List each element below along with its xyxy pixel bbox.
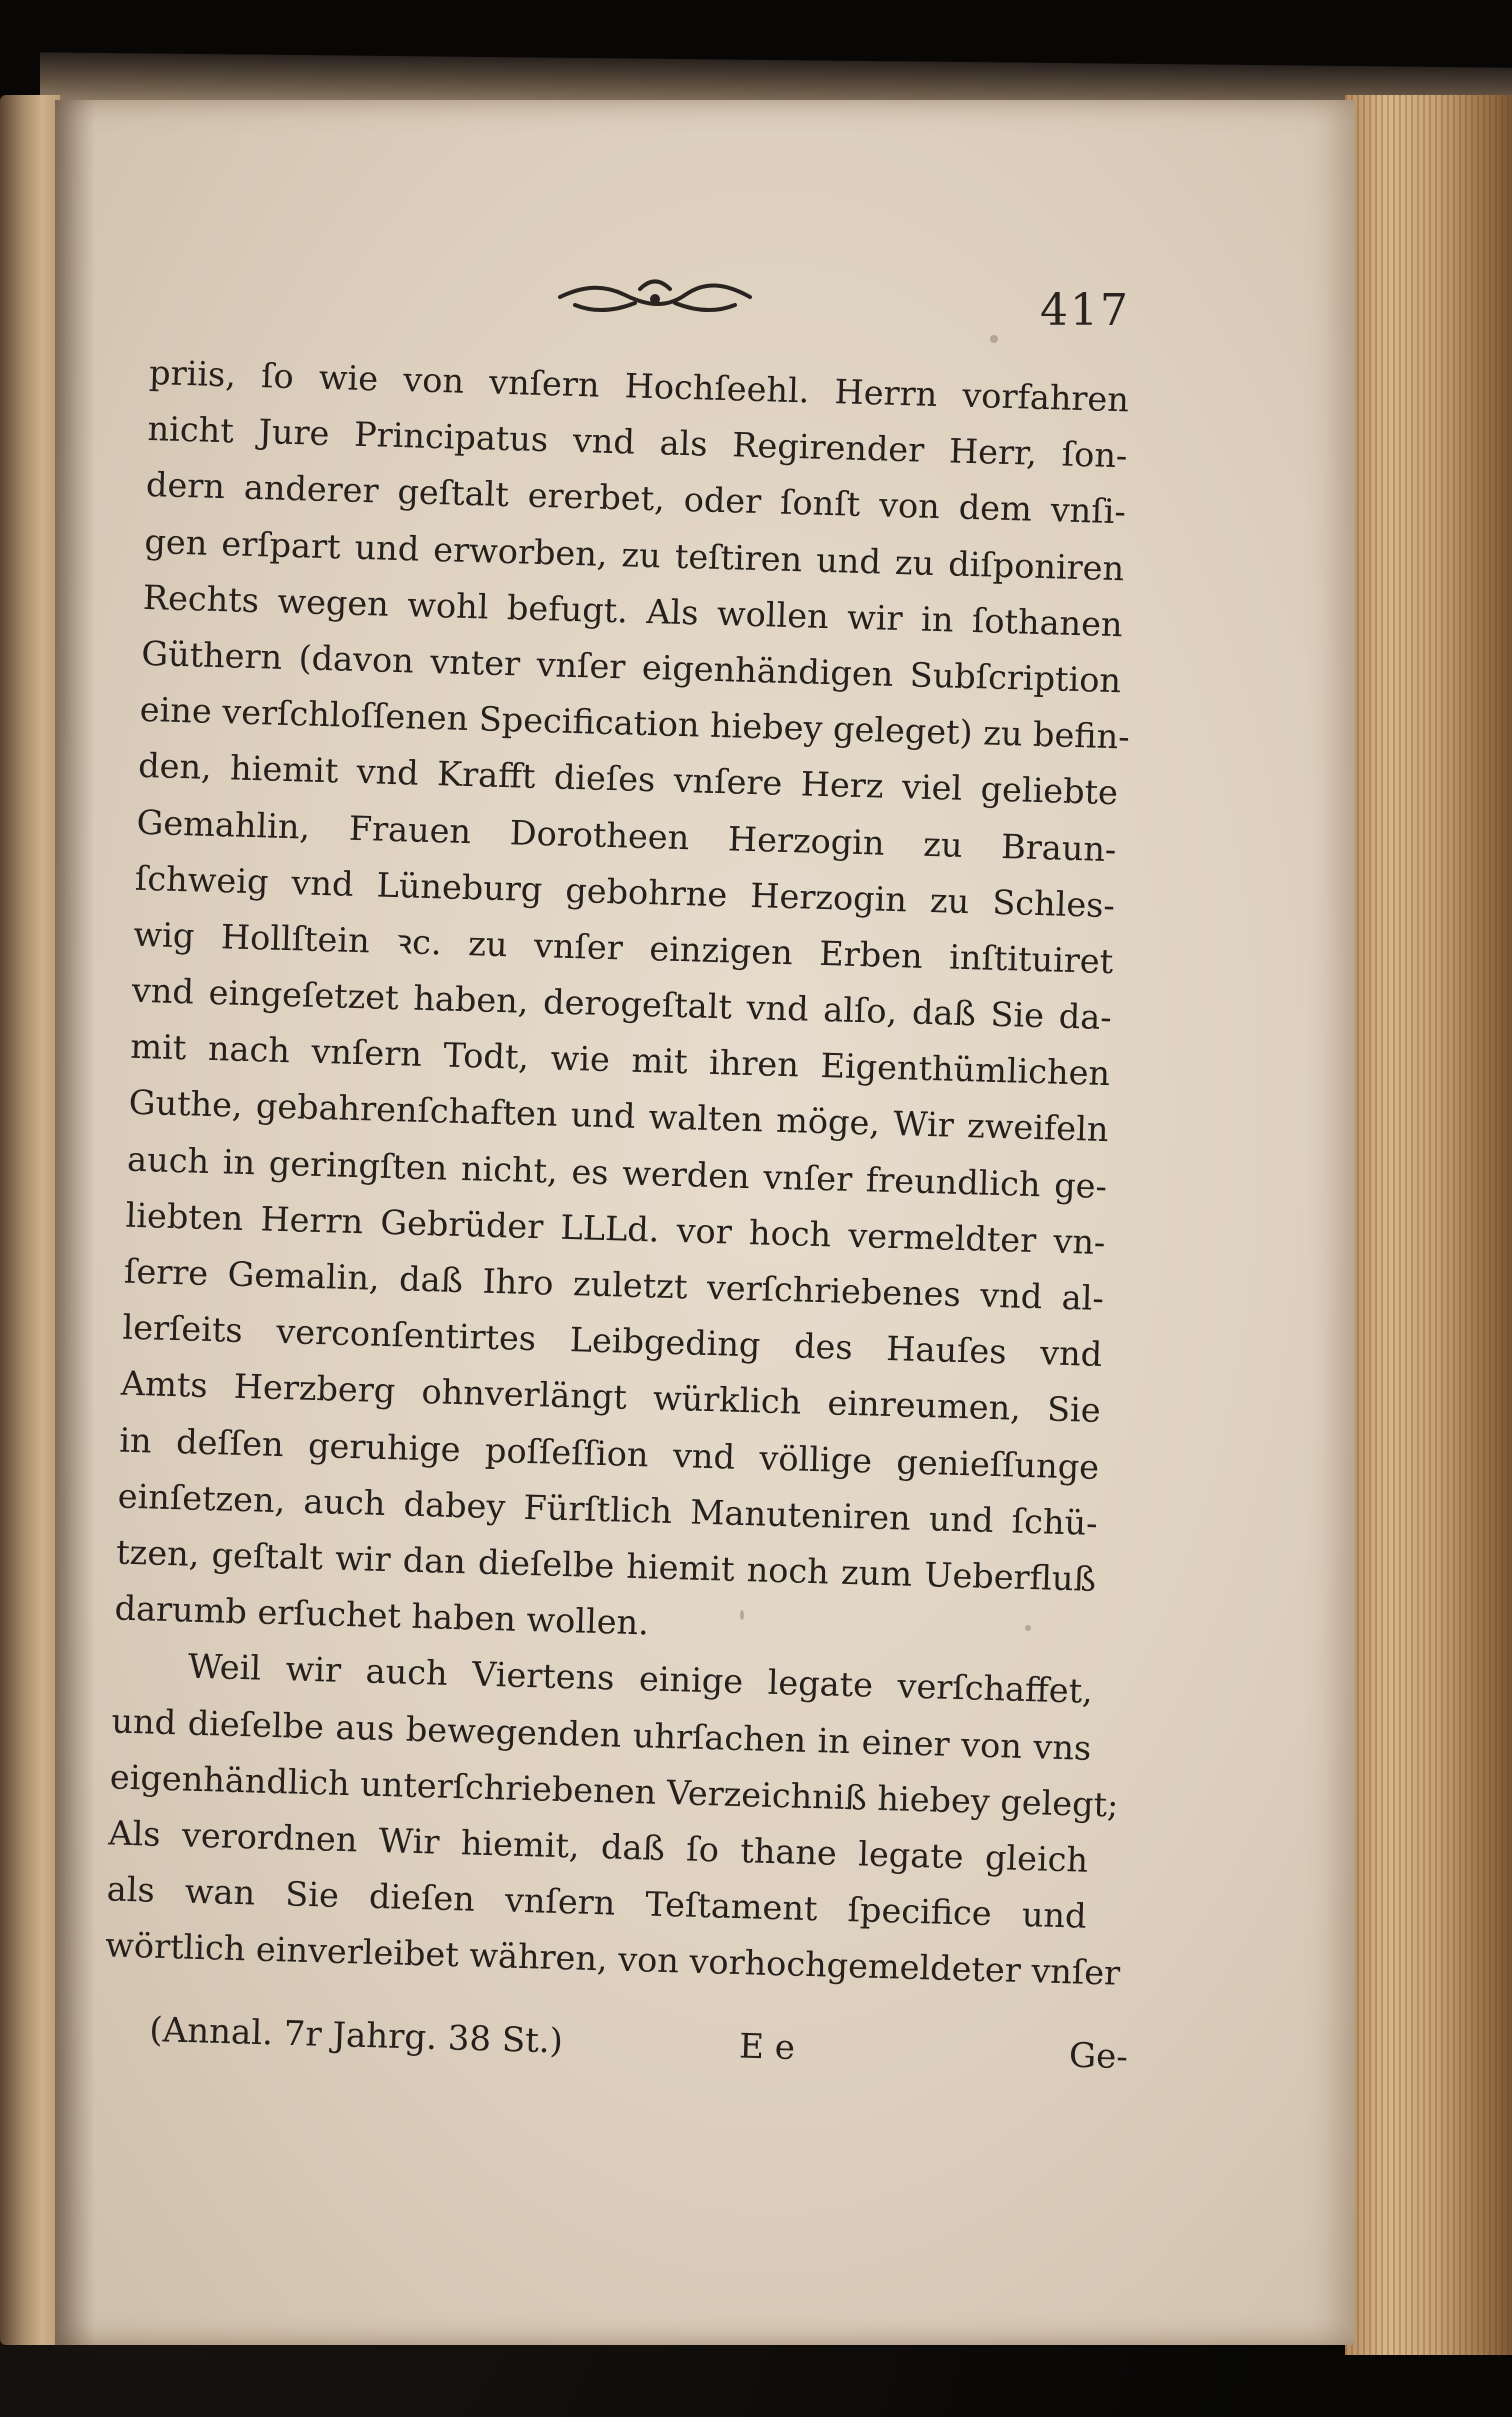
page-number: 417 xyxy=(1040,285,1130,336)
text-line: nicht Jure Principatus vnd als Regirender Herr, ſon- xyxy=(147,409,1128,476)
text-line: ſerre Gemalin, daß Ihro zuletzt verſchriebenes vnd al- xyxy=(123,1251,1105,1318)
text-line: lerſeits verconſentirtes Leibgeding des Hauſes vnd xyxy=(122,1307,1103,1375)
text-line: mit nach vnſern Todt, wie mit ihren Eigenthümlichen xyxy=(129,1026,1111,1094)
text-line: als wan Sie dieſen vnſern Teſtament ſpecifice und xyxy=(106,1869,1088,1936)
text-line: eine verſchloſſenen Specification hiebey geleget) zu befin- xyxy=(139,689,1131,757)
text-line: wörtlich einverleibet währen, von vorhochgemeldeter vnſer xyxy=(104,1925,1121,1993)
text-line: priis, ſo wie von vnſern Hochſeehl. Herrn vorfahren xyxy=(148,352,1130,420)
text-line: Rechts wegen wohl befugt. Als wollen wir in ſothanen xyxy=(142,577,1124,645)
paper-speck xyxy=(1025,1625,1031,1631)
text-line: den, hiemit vnd Krafft dieſes vnſere Herz viel geliebte xyxy=(137,746,1119,813)
text-line: Amts Herzberg ohnverlängt würklich einreumen, Sie xyxy=(120,1363,1102,1431)
left-page-edge xyxy=(0,95,60,2345)
text-line: auch in geringſten nicht, es werden vnſer freundlich ge- xyxy=(126,1139,1108,1206)
text-line: Güthern (davon vnter vnſer eigenhändigen Subſcription xyxy=(140,633,1122,701)
text-line: Als verordnen Wir hiemit, daß ſo thane legate gleich xyxy=(107,1813,1089,1880)
text-line: vnd eingeſetzet haben, derogeſtalt vnd alſo, daß Sie da- xyxy=(131,970,1113,1038)
sheet-mark: E e xyxy=(738,2026,796,2069)
text-line: in deſſen geruhige poſſeſſion vnd völlige genieſſunge xyxy=(118,1420,1100,1487)
text-line: liebten Herrn Gebrüder LLLd. vor hoch vermeldter vn- xyxy=(125,1195,1106,1262)
text-line: dern anderer geſtalt ererbet, oder ſonſt von dem vnſi- xyxy=(145,465,1127,532)
text-line: wig Hollſtein ꝛc. zu vnſer einzigen Erben inſtituiret xyxy=(132,914,1114,982)
text-line: und dieſelbe aus bewegenden uhrſachen in einer von vns xyxy=(111,1700,1092,1768)
paper-speck xyxy=(990,335,998,343)
body-text xyxy=(105,345,1130,2001)
text-line: gen erſpart und erworben, zu teſtiren und zu diſponiren xyxy=(143,521,1125,588)
text-line: Guthe, gebahrenſchaften und walten möge, Wir zweifeln xyxy=(128,1083,1109,1150)
text-line: tzen, geſtalt wir dan dieſelbe hiemit noch zum Ueberfluß xyxy=(115,1532,1097,1599)
header-ornament-icon xyxy=(555,275,755,323)
text-line: Weil wir auch Viertens einige legate verſchaffet, xyxy=(187,1646,1094,1712)
text-line: einſetzen, auch dabey Fürſtlich Manuteniren und ſchü- xyxy=(117,1476,1099,1543)
text-line: ſchweig vnd Lüneburg gebohrne Herzogin zu Schles- xyxy=(134,858,1116,925)
catchword: Ge- xyxy=(1068,2035,1129,2078)
text-line: Gemahlin, Frauen Dorotheen Herzogin zu Braun- xyxy=(136,802,1117,869)
paper-speck xyxy=(740,1610,744,1620)
fore-edge-pages xyxy=(1345,95,1512,2355)
gutter-shadow xyxy=(55,100,95,2345)
signature-mark: (Annal. 7r Jahrg. 38 St.) xyxy=(148,2010,564,2062)
text-line: darumb erſuchet haben wollen. xyxy=(114,1588,650,1643)
text-line: eigenhändlich unterſchriebenen Verzeichniß hiebey gelegt; xyxy=(109,1757,1119,1825)
